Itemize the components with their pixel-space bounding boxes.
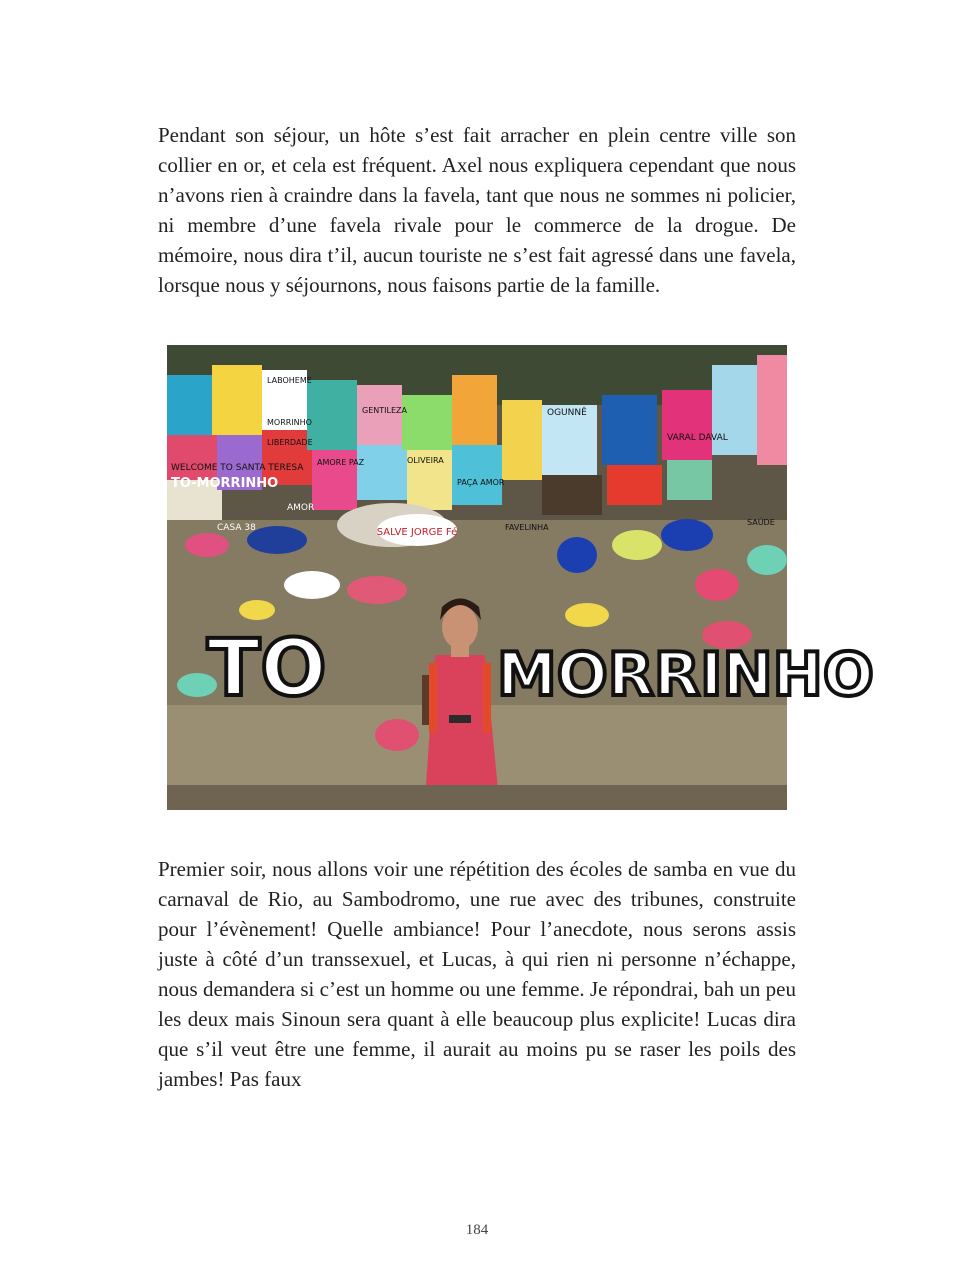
sign-liberdade: LIBERDADE — [267, 438, 313, 447]
sign-saude: SAÚDE — [747, 518, 775, 527]
sign-paca-amor: PAÇA AMOR — [457, 478, 505, 487]
sign-to-morrinho: TO-MORRINHO — [171, 476, 279, 491]
paragraph-2: Premier soir, nous allons voir une répétition des écoles de samba en vue du carnaval de Rio, au Sambodromo, une rue avec des tribunes, construite pour l’évènement! Quelle ambiance! Pour l’anecdote, nous serons assis juste à côté d’un transsexuel, et Lucas, à qui rien ni personne n’échappe, nous demandera si c’est un homme ou une femme. Je répondrai, bah un peu les deux mais Sinoun sera quant à elle beaucoup plus explicite! Lucas dira que s’il veut être une femme, il aurait au moins pu se raser les poils des jambes! Pas faux — [158, 857, 796, 1091]
sign-santa-teresa: WELCOME TO SANTA TERESA — [171, 463, 304, 473]
sign-gentileza: GENTILEZA — [362, 406, 407, 415]
graffiti-morrinho: MORRINHO — [497, 640, 874, 710]
sign-ogunne: OGUNNÊ — [547, 408, 587, 418]
sign-salve-jorge: SALVE JORGE Fé — [376, 527, 458, 538]
sign-amore-paz: AMORE PAZ — [317, 458, 365, 467]
sign-favelinha: FAVELINHA — [505, 523, 549, 532]
sign-amor: AMOR — [287, 503, 315, 513]
sign-varal: VARAL DAVAL — [667, 433, 728, 443]
sign-morrinho-small: MORRINHO — [267, 418, 312, 427]
sign-casa: CASA 38 — [217, 523, 256, 533]
sign-oliveira: OLIVEIRA — [407, 456, 444, 465]
photo-favela-wall — [167, 345, 874, 810]
sign-laboheme: LABOHEME — [267, 376, 312, 385]
page-number: 184 — [465, 1222, 489, 1238]
paragraph-1: Pendant son séjour, un hôte s’est fait arracher en plein centre ville son collier en or, et cela est fréquent. Axel nous expliquera cependant que nous n’avons rien à craindre dans la favela, tant que nous ne sommes ni policier, ni membre d’une favela rivale pour le commerce de la drogue. De mémoire, nous dira t’il, aucun touriste ne s’est fait agressé dans une favela, lorsque nous y séjournons, nous faisons partie de la famille. — [158, 123, 796, 297]
graffiti-to: TO — [207, 624, 327, 714]
